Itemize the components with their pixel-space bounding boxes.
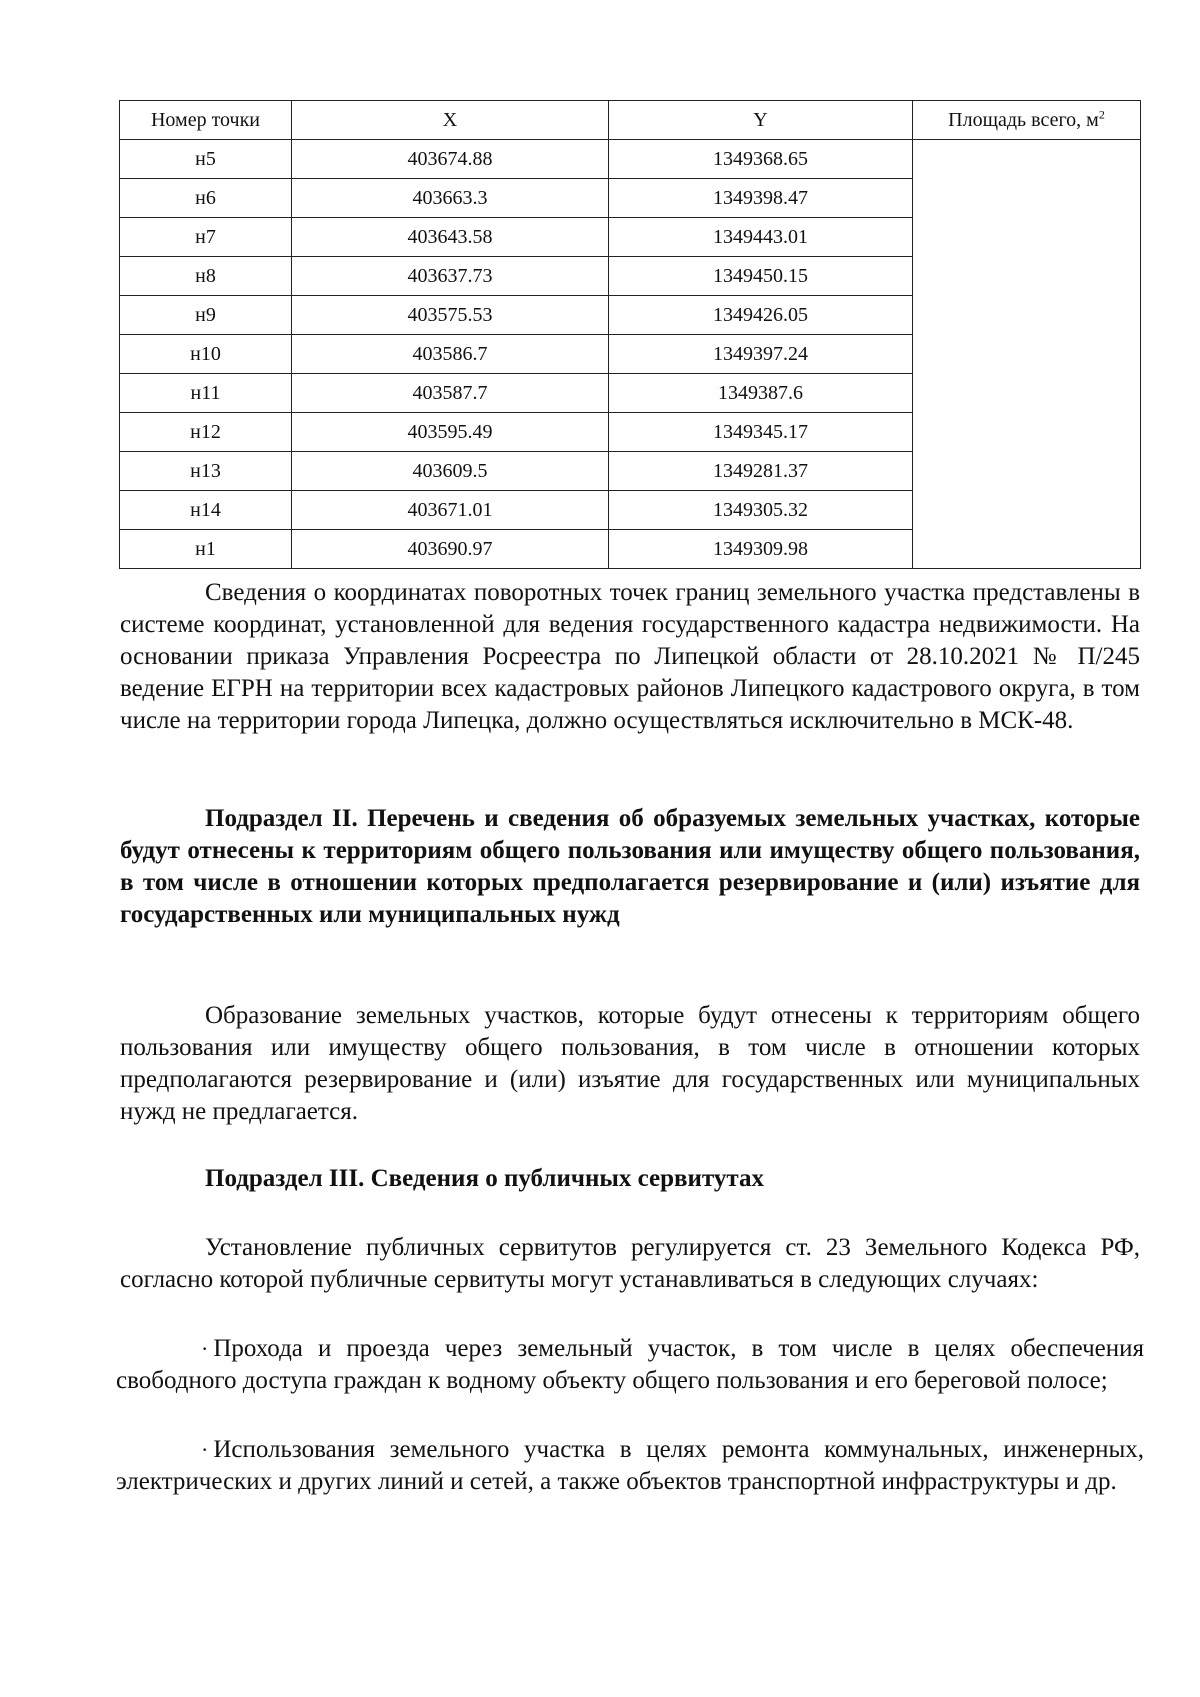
cell-x: 403637.73	[292, 257, 609, 296]
cell-y: 1349281.37	[609, 452, 913, 491]
cell-x: 403671.01	[292, 491, 609, 530]
cell-point: н1	[120, 530, 292, 569]
cell-point: н11	[120, 374, 292, 413]
cell-x: 403690.97	[292, 530, 609, 569]
bullet-icon: ·	[201, 1437, 209, 1462]
header-area	[913, 101, 1141, 140]
list-item-text: Прохода и проезда через земельный участок, в том числе в целях обеспечения свободного доступа граждан к водному объекту общего пользования и его береговой полосе;	[116, 1335, 1144, 1394]
cell-x: 403663.3	[292, 179, 609, 218]
cell-area	[913, 140, 1141, 569]
header-area-sup: 2	[1098, 107, 1105, 122]
header-point: Номер точки	[120, 101, 292, 140]
cell-y: 1349397.24	[609, 335, 913, 374]
cell-y: 1349305.32	[609, 491, 913, 530]
cell-point: н14	[120, 491, 292, 530]
section-3-intro: Установление публичных сервитутов регулируется ст. 23 Земельного Кодекса РФ, согласно которой публичные сервитуты могут устанавливаться в следующих случаях:	[120, 1234, 1140, 1293]
bullet-icon: ·	[201, 1336, 209, 1361]
cell-point: н12	[120, 413, 292, 452]
cell-y: 1349309.98	[609, 530, 913, 569]
table-header-row	[120, 101, 1141, 140]
header-x: X	[292, 101, 609, 140]
section-3-heading: Подраздел III. Сведения о публичных сервитутах	[205, 1165, 764, 1192]
cell-x: 403587.7	[292, 374, 609, 413]
coordinates-system-paragraph: Сведения о координатах поворотных точек границ земельного участка представлены в системе координат, установленной для ведения государственного кадастра недвижимости. На основании приказа Управления Росреестра по Липецкой области от 28.10.2021 № П/245 ведение ЕГРН на территории всех кадастровых районов Липецкого кадастрового округа, в том числе на территории города Липецка, должно осуществляться исключительно в МСК-48.	[120, 579, 1140, 734]
cell-point: н6	[120, 179, 292, 218]
cell-y: 1349398.47	[609, 179, 913, 218]
cell-point: н5	[120, 140, 292, 179]
section-2-text: Образование земельных участков, которые будут отнесены к территориям общего пользования или имуществу общего пользования, в том числе в отношении которых предполагаются резервирование и (или) изъятие для государственных или муниципальных нужд не предлагается.	[120, 1002, 1140, 1125]
cell-point: н9	[120, 296, 292, 335]
cell-point: н10	[120, 335, 292, 374]
cell-y: 1349426.05	[609, 296, 913, 335]
cell-y: 1349387.6	[609, 374, 913, 413]
table-row	[120, 140, 1141, 179]
cell-x: 403586.7	[292, 335, 609, 374]
cell-x: 403609.5	[292, 452, 609, 491]
cell-y: 1349443.01	[609, 218, 913, 257]
cell-point: н7	[120, 218, 292, 257]
cell-point: н8	[120, 257, 292, 296]
coordinates-table	[119, 100, 1141, 569]
section-2-heading: Подраздел II. Перечень и сведения об образуемых земельных участках, которые будут отнесены к территориям общего пользования или имуществу общего пользования, в том числе в отношении которых предполагается резервирование и (или) изъятие для государственных или муниципальных нужд	[120, 805, 1140, 928]
header-area-label: Площадь всего, м	[948, 109, 1099, 131]
cell-x: 403674.88	[292, 140, 609, 179]
cell-y: 1349368.65	[609, 140, 913, 179]
cell-y: 1349450.15	[609, 257, 913, 296]
header-y: Y	[609, 101, 913, 140]
list-item-text: Использования земельного участка в целях ремонта коммунальных, инженерных, электрических и других линий и сетей, а также объектов транспортной инфраструктуры и др.	[116, 1436, 1144, 1495]
cell-x: 403575.53	[292, 296, 609, 335]
cell-x: 403595.49	[292, 413, 609, 452]
cell-y: 1349345.17	[609, 413, 913, 452]
cell-point: н13	[120, 452, 292, 491]
cell-x: 403643.58	[292, 218, 609, 257]
list-item	[116, 1434, 1144, 1498]
list-item	[116, 1333, 1144, 1397]
